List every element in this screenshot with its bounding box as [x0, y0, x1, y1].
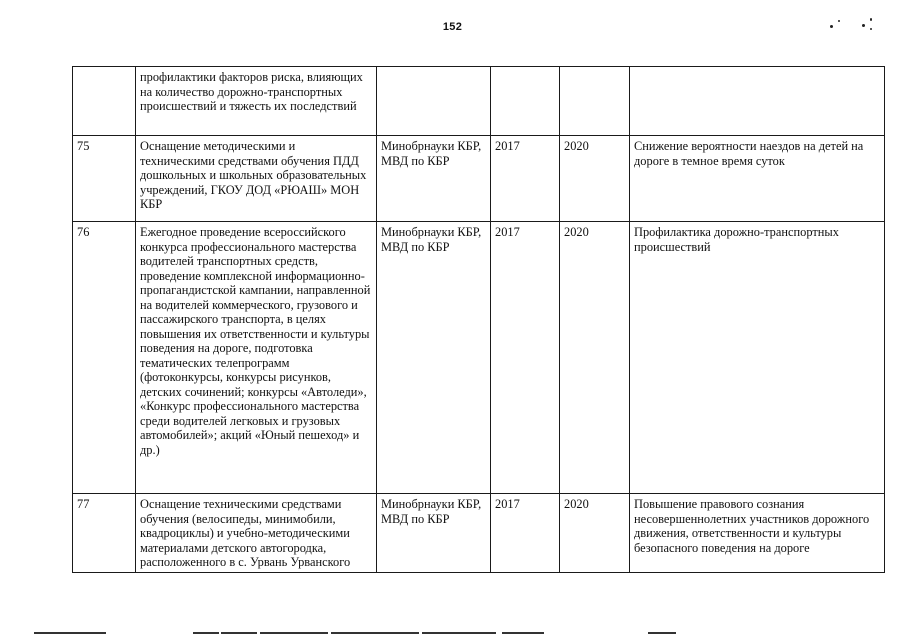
executor-cell: Минобрнауки КБР, МВД по КБР	[377, 222, 491, 494]
action-cell: профилактики факторов риска, влияющих на количество дорожно-транспортных происшествий и тяжесть их последствий	[136, 67, 377, 136]
end-year-cell: 2020	[560, 222, 630, 494]
executor-cell	[377, 67, 491, 136]
row-number-cell: 75	[73, 136, 136, 222]
expected-result-cell	[630, 67, 885, 136]
action-cell: Ежегодное проведение всероссийского конкурса профессионального мастерства водителей транспортных средств, проведение комплексной информационно-пропагандистской кампании, направленной на водителей коммерческого, грузового и пассажирского транспорта, в целях повышения их ответственности и культуры поведения на дороге, подготовка тематических телепрограмм (фотоконкурсы, конкурсы рисунков, детских сочинений; конкурсы «Автоледи», «Конкурс профессионального мастерства среди водителей легковых и грузовых автомобилей»; акций «Юный пешеход» и др.)	[136, 222, 377, 494]
action-cell: Оснащение методическими и техническими средствами обучения ПДД дошкольных и школьных образовательных учреждений, ГКОУ ДОД «РЮАШ» МОН КБР	[136, 136, 377, 222]
table-row	[73, 136, 885, 222]
row-number-cell: 77	[73, 494, 136, 573]
executor-cell: Минобрнауки КБР, МВД по КБР	[377, 136, 491, 222]
start-year-cell: 2017	[491, 494, 560, 573]
expected-result-cell: Повышение правового сознания несовершеннолетних участников дорожного движения, ответственности и культуры безопасного поведения на дороге	[630, 494, 885, 573]
executor-cell: Минобрнауки КБР, МВД по КБР	[377, 494, 491, 573]
measures-table	[72, 66, 885, 573]
start-year-cell	[491, 67, 560, 136]
end-year-cell: 2020	[560, 494, 630, 573]
row-number-cell: 76	[73, 222, 136, 494]
page-number: 152	[442, 21, 463, 33]
start-year-cell: 2017	[491, 136, 560, 222]
bottom-edge-rules	[0, 630, 905, 636]
row-number-cell	[73, 67, 136, 136]
end-year-cell: 2020	[560, 136, 630, 222]
end-year-cell	[560, 67, 630, 136]
scan-artifact-marks	[826, 14, 886, 40]
start-year-cell: 2017	[491, 222, 560, 494]
expected-result-cell: Профилактика дорожно-транспортных происшествий	[630, 222, 885, 494]
expected-result-cell: Снижение вероятности наездов на детей на дороге в темное время суток	[630, 136, 885, 222]
table-row	[73, 67, 885, 136]
table-row	[73, 222, 885, 494]
table-row	[73, 494, 885, 573]
action-cell: Оснащение техническими средствами обучения (велосипеды, минимобили, квадроциклы) и учебно-методическими материалами детского автогородка, расположенного в с. Урвань Урванского	[136, 494, 377, 573]
